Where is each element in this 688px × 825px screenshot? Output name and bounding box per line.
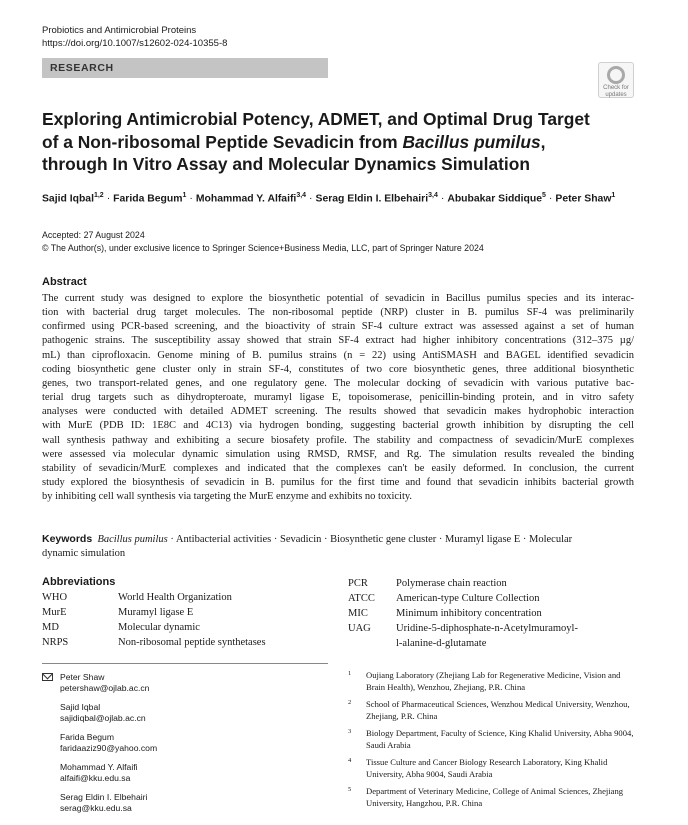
- abstract-line: with MurE (PDB ID: 1E8C and 4C13) via hydrogen bonding, suggesting bacterial growth inhibition by disrupting the cell: [42, 420, 634, 432]
- abbreviation-term: MIC: [348, 608, 368, 619]
- affiliation-text: Department of Veterinary Medicine, College of Animal Sciences, Zhejiang University, Hangzhou, P.R. China: [366, 786, 624, 808]
- contact-name: Farida Begum: [60, 732, 114, 742]
- abstract-line: coding biosynthetic gene cluster only in strain SF-4, constitutes of two core biosynthetic genes, three additional biosynthetic: [42, 363, 634, 375]
- author-separator: ·: [106, 193, 111, 205]
- author-affiliation-marker: 1,2: [93, 192, 104, 199]
- abbreviation-term: ATCC: [348, 593, 375, 604]
- affiliation-text: Biology Department, Faculty of Science, King Khalid University, Abha 9004, Saudi Arabia: [366, 728, 634, 750]
- contact-entry: [42, 762, 322, 784]
- abbreviations-heading: Abbreviations: [42, 576, 116, 588]
- abbreviation-term: MurE: [42, 607, 67, 618]
- abbreviation-row: [42, 590, 332, 605]
- affiliation-number: 5: [348, 786, 352, 793]
- abbreviation-definition: Minimum inhibitory concentration: [396, 608, 542, 619]
- author-affiliation-marker: 1: [182, 192, 187, 199]
- footnote-divider: [42, 663, 328, 664]
- abbreviation-definition: Non-ribosomal peptide synthetases: [118, 637, 266, 648]
- abstract-line: tion with bacterial drug target molecules. The non-ribosomal peptide (NRP) cluster in B. pumilus SF-4 was preliminarily: [42, 307, 634, 319]
- contact-name: Sajid Iqbal: [60, 702, 101, 712]
- abbreviation-row: [42, 635, 332, 650]
- keyword-first: Bacillus pumilus: [97, 534, 168, 545]
- abbreviation-row: [348, 576, 638, 591]
- abbreviation-definition: Molecular dynamic: [118, 622, 200, 633]
- abstract-line: terial drug targets such as dihydropteroate, muramyl ligase E, topoisomerase, penicillin-binding protein, and in vitro safety: [42, 392, 634, 404]
- envelope-icon: [42, 673, 53, 681]
- contact-name: Serag Eldin I. Elbehairi: [60, 792, 148, 802]
- abstract-heading: Abstract: [42, 276, 87, 288]
- abbreviation-row: [348, 636, 638, 651]
- abbreviation-term: WHO: [42, 592, 68, 603]
- author-separator: ·: [189, 193, 193, 205]
- check-for-updates-icon: [607, 66, 625, 84]
- contact-entry: [42, 672, 322, 694]
- affiliation-number: 2: [348, 699, 352, 706]
- abbreviation-row: [42, 605, 332, 620]
- check-for-updates-label: Check for updates: [603, 85, 629, 98]
- abbreviation-definition: Muramyl ligase E: [118, 607, 194, 618]
- contact-name: Peter Shaw: [60, 672, 105, 682]
- abbreviation-term: NRPS: [42, 637, 69, 648]
- abstract-line: mL) than ciprofloxacin. Genome mining of B. pumilus strains (n = 22) using AntiSMASH and BAGEL identified sevadicin: [42, 349, 634, 361]
- abbreviations-left-column: [42, 590, 332, 650]
- contact-name: Mohammad Y. Alfaifi: [60, 762, 138, 772]
- keywords-rest: · Antibacterial activities · Sevadicin · Biosynthetic gene cluster · Muramyl ligase E · Molecular: [167, 534, 573, 545]
- article-title: Exploring Antimicrobial Potency, ADMET, and Optimal Drug Target of a Non-ribosomal Peptide Sevadicin from Bacillus pumilus, through In Vitro Assay and Molecular Dynamics Simulation: [42, 109, 590, 174]
- copyright-notice: © The Author(s), under exclusive licence to Springer Science+Business Media, LLC, part of Springer Nature 2024: [42, 243, 484, 253]
- author-separator: ·: [548, 193, 553, 205]
- affiliation-entry: [348, 670, 638, 693]
- affiliation-entry: [348, 728, 638, 751]
- abstract-line: wall synthesis pathway and exhibiting a secure biosafety profile. The stability and compactness of sevadicin/MurE complexes: [42, 434, 634, 446]
- affiliation-entry: [348, 699, 638, 722]
- abbreviations-right-column: [348, 576, 638, 651]
- contact-entry: [42, 732, 322, 754]
- affiliation-number: 4: [348, 757, 352, 764]
- contact-email[interactable]: sajidiqbal@ojlab.ac.cn: [60, 713, 146, 723]
- contact-entry: [42, 792, 322, 814]
- author-separator: ·: [309, 193, 313, 205]
- affiliation-entry: [348, 757, 638, 780]
- author-separator: ·: [440, 193, 445, 205]
- contact-email[interactable]: serag@kku.edu.sa: [60, 803, 132, 813]
- abbreviation-row: [348, 606, 638, 621]
- author-affiliation-marker: 1: [611, 192, 616, 199]
- abbreviation-term: UAG: [348, 623, 371, 634]
- abbreviation-definition: American-type Culture Collection: [396, 593, 540, 604]
- journal-name: Probiotics and Antimicrobial Proteins: [42, 25, 197, 36]
- contact-email[interactable]: petershaw@ojlab.ac.cn: [60, 683, 150, 693]
- abbreviation-term: PCR: [348, 578, 368, 589]
- abbreviation-term: MD: [42, 622, 59, 633]
- abstract-line: confirmed using PCR-based screening, and the bioactivity of strain SF-4 culture extract was assessed against a set of human: [42, 321, 634, 333]
- abbreviation-row: [348, 591, 638, 606]
- abstract-line: genes, two transport-related genes, and one regulatory gene. The molecular docking of sevadicin with various putative bac-: [42, 377, 634, 389]
- contact-email[interactable]: faridaaziz90@yahoo.com: [60, 743, 158, 753]
- affiliation-entry: [348, 786, 638, 809]
- author-name[interactable]: Abubakar Siddique: [447, 193, 543, 205]
- section-label: RESEARCH: [50, 62, 114, 74]
- keywords-line2: dynamic simulation: [42, 548, 126, 559]
- abstract-line: by inhibiting cell wall synthesis via targeting the MurE enzyme and exhibits no toxicity.: [42, 491, 413, 503]
- check-for-updates-badge[interactable]: [598, 62, 634, 98]
- author-name[interactable]: Farida Begum: [113, 193, 183, 205]
- affiliation-text: School of Pharmaceutical Sciences, Wenzhou Medical University, Wenzhou, Zhejiang, P.R. China: [366, 699, 630, 721]
- author-list: [42, 192, 642, 204]
- abstract-line: The current study was designed to explore the biosynthetic potential of sevadicin in Bacillus pumilus species and its interac-: [42, 293, 634, 304]
- abbreviation-definition: l-alanine-d-glutamate: [396, 638, 487, 649]
- author-affiliation-marker: 5: [542, 192, 546, 199]
- keywords: [42, 532, 642, 561]
- abbreviation-definition: Uridine-5-diphosphate-n-Acetylmuramoyl-: [396, 623, 578, 634]
- publication-info: [42, 229, 484, 255]
- affiliation-number: 3: [348, 728, 352, 735]
- keywords-label: Keywords: [42, 533, 93, 545]
- affiliation-text: Tissue Culture and Cancer Biology Research Laboratory, King Khalid University, Abha 9004, Saudi Arabia: [366, 757, 608, 779]
- abstract-line: study explored the biosynthesis of sevadicin in B. pumilus for the first time and found that sevadicin inhibits bacterial growth: [42, 477, 634, 489]
- section-label-bar: [42, 58, 328, 78]
- affiliations: [348, 670, 638, 815]
- author-contacts: [42, 672, 322, 822]
- author-affiliation-marker: 3,4: [428, 192, 438, 199]
- author-affiliation-marker: 3,4: [296, 192, 307, 199]
- abbreviation-row: [348, 621, 638, 636]
- author-name[interactable]: Peter Shaw: [555, 193, 612, 205]
- abstract-line: stability of sevadicin/MurE complexes and indicated that the complexes can't be easily deformed. In conclusion, the current: [42, 462, 634, 474]
- abstract-text: [42, 292, 634, 504]
- abbreviation-definition: Polymerase chain reaction: [396, 578, 507, 589]
- author-name[interactable]: Mohammad Y. Alfaifi: [195, 193, 297, 205]
- abstract-line: analyses were conducted with detailed ADMET screening. The results showed that sevadicin makes hydrophobic interaction: [42, 406, 634, 418]
- abbreviation-definition: World Health Organization: [118, 592, 232, 603]
- journal-header: [42, 24, 227, 50]
- accepted-date: Accepted: 27 August 2024: [42, 230, 145, 240]
- author-name[interactable]: Sajid Iqbal: [42, 193, 94, 205]
- doi-link[interactable]: https://doi.org/10.1007/s12602-024-10355-8: [42, 38, 228, 49]
- author-name[interactable]: Serag Eldin I. Elbehairi: [315, 193, 429, 205]
- affiliation-text: Oujiang Laboratory (Zhejiang Lab for Regenerative Medicine, Vision and Brain Health), Wenzhou, Zhejiang, P.R. China: [366, 670, 621, 692]
- abstract-line: were assessed via molecular dynamic simulation using RMSD, RMSF, and Rg. The simulation results revealed the binding: [42, 448, 634, 460]
- contact-email[interactable]: alfaifi@kku.edu.sa: [60, 773, 131, 783]
- abbreviation-row: [42, 620, 332, 635]
- affiliation-number: 1: [348, 670, 352, 677]
- abstract-line: pathogenic strains. The susceptibility assay showed that strain SF-4 extract had higher inhibitory concentrations (312–375 µg/: [42, 335, 634, 347]
- contact-entry: [42, 702, 322, 724]
